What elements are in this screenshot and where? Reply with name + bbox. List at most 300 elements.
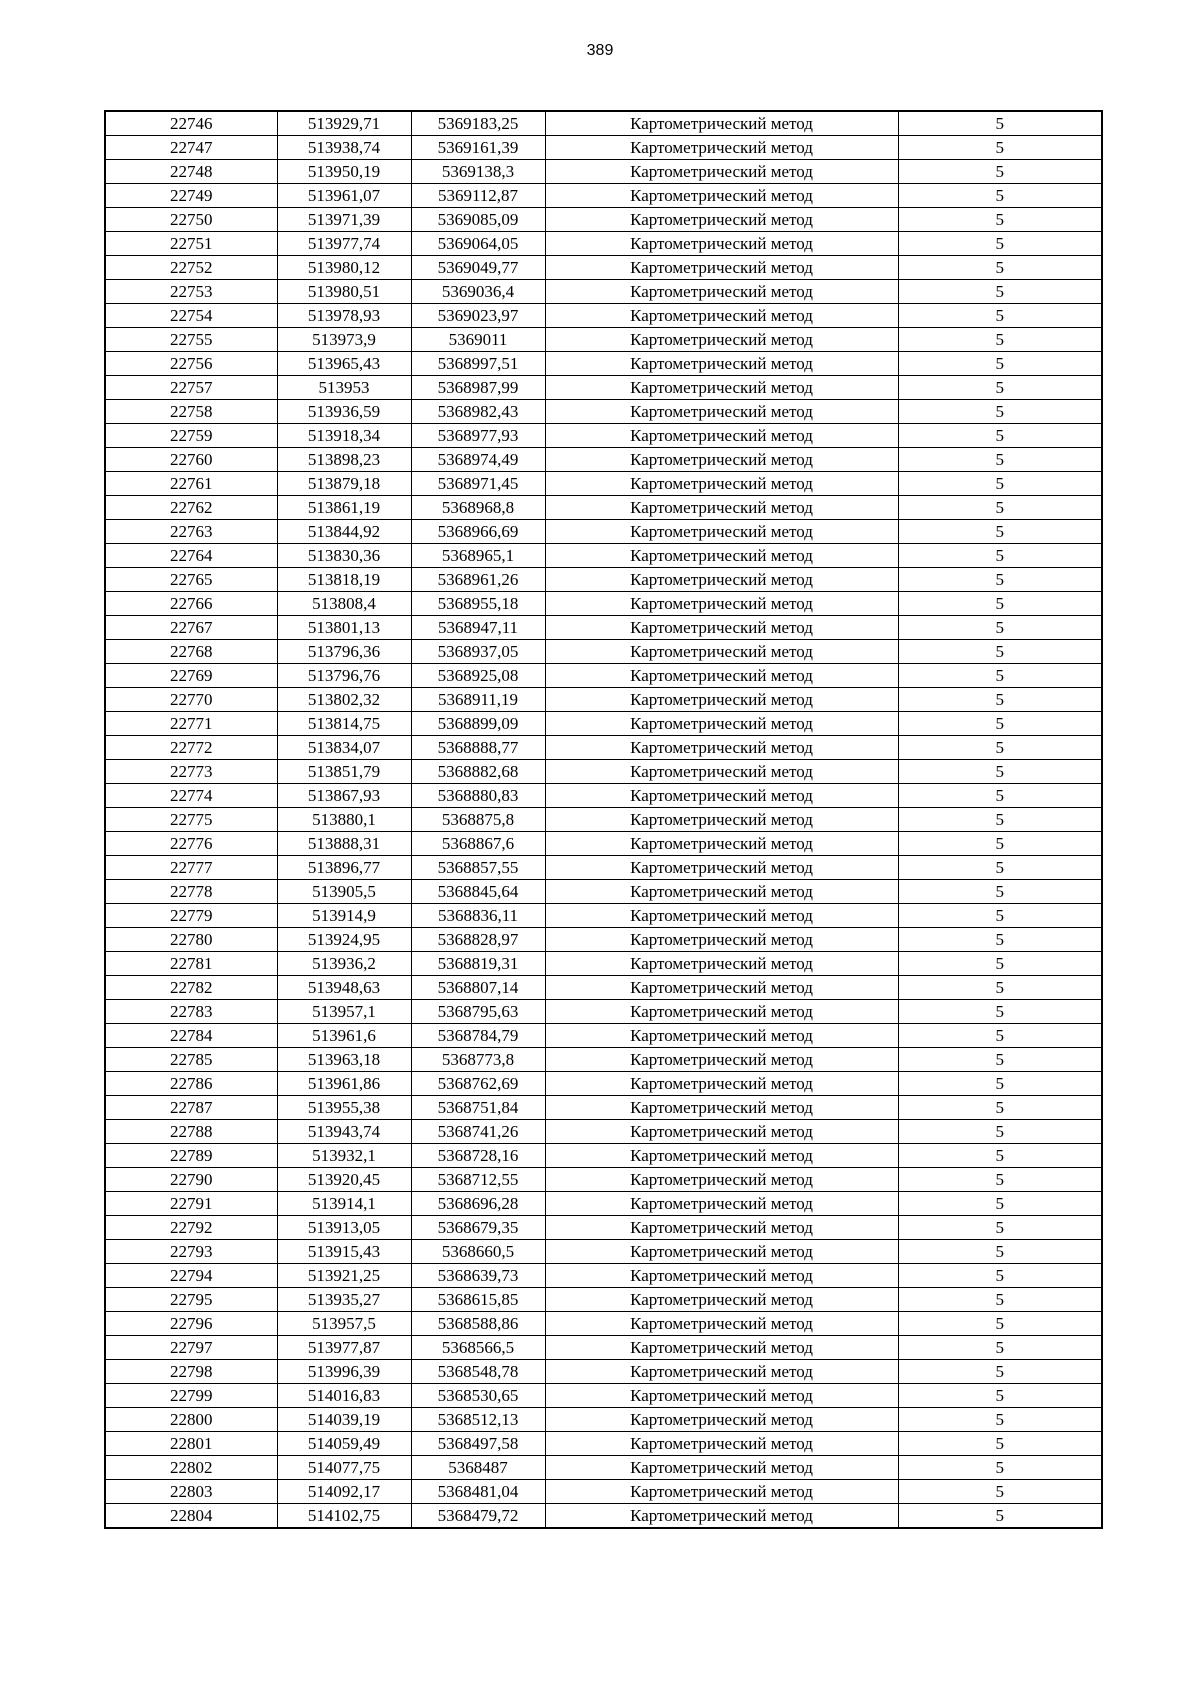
accuracy-cell: 5 — [898, 1504, 1102, 1529]
x-coordinate-cell: 513888,31 — [277, 832, 411, 856]
x-coordinate-cell: 513961,07 — [277, 184, 411, 208]
accuracy-cell: 5 — [898, 832, 1102, 856]
method-cell: Картометрический метод — [545, 736, 898, 760]
accuracy-cell: 5 — [898, 1168, 1102, 1192]
method-cell: Картометрический метод — [545, 1168, 898, 1192]
table-row — [105, 1024, 1102, 1048]
accuracy-cell: 5 — [898, 1216, 1102, 1240]
x-coordinate-cell: 514092,17 — [277, 1480, 411, 1504]
method-cell: Картометрический метод — [545, 1096, 898, 1120]
accuracy-cell: 5 — [898, 1072, 1102, 1096]
point-number-cell: 22778 — [105, 880, 277, 904]
method-cell: Картометрический метод — [545, 304, 898, 328]
point-number-cell: 22786 — [105, 1072, 277, 1096]
accuracy-cell: 5 — [898, 1000, 1102, 1024]
method-cell: Картометрический метод — [545, 904, 898, 928]
x-coordinate-cell: 513867,93 — [277, 784, 411, 808]
y-coordinate-cell: 5368987,99 — [411, 376, 545, 400]
accuracy-cell: 5 — [898, 1264, 1102, 1288]
method-cell: Картометрический метод — [545, 496, 898, 520]
accuracy-cell: 5 — [898, 1456, 1102, 1480]
y-coordinate-cell: 5368784,79 — [411, 1024, 545, 1048]
method-cell: Картометрический метод — [545, 856, 898, 880]
y-coordinate-cell: 5368548,78 — [411, 1360, 545, 1384]
method-cell: Картометрический метод — [545, 976, 898, 1000]
accuracy-cell: 5 — [898, 976, 1102, 1000]
accuracy-cell: 5 — [898, 616, 1102, 640]
table-row — [105, 280, 1102, 304]
accuracy-cell: 5 — [898, 1360, 1102, 1384]
point-number-cell: 22763 — [105, 520, 277, 544]
method-cell: Картометрический метод — [545, 1216, 898, 1240]
point-number-cell: 22751 — [105, 232, 277, 256]
method-cell: Картометрический метод — [545, 1384, 898, 1408]
method-cell: Картометрический метод — [545, 184, 898, 208]
method-cell: Картометрический метод — [545, 1408, 898, 1432]
x-coordinate-cell: 513920,45 — [277, 1168, 411, 1192]
point-number-cell: 22758 — [105, 400, 277, 424]
accuracy-cell: 5 — [898, 1408, 1102, 1432]
x-coordinate-cell: 513957,5 — [277, 1312, 411, 1336]
y-coordinate-cell: 5368795,63 — [411, 1000, 545, 1024]
point-number-cell: 22782 — [105, 976, 277, 1000]
method-cell: Картометрический метод — [545, 232, 898, 256]
y-coordinate-cell: 5368911,19 — [411, 688, 545, 712]
table-row — [105, 208, 1102, 232]
y-coordinate-cell: 5368845,64 — [411, 880, 545, 904]
y-coordinate-cell: 5368741,26 — [411, 1120, 545, 1144]
x-coordinate-cell: 513844,92 — [277, 520, 411, 544]
table-row — [105, 808, 1102, 832]
point-number-cell: 22785 — [105, 1048, 277, 1072]
method-cell: Картометрический метод — [545, 111, 898, 136]
x-coordinate-cell: 513973,9 — [277, 328, 411, 352]
y-coordinate-cell: 5368977,93 — [411, 424, 545, 448]
point-number-cell: 22800 — [105, 1408, 277, 1432]
x-coordinate-cell: 513905,5 — [277, 880, 411, 904]
point-number-cell: 22748 — [105, 160, 277, 184]
y-coordinate-cell: 5368497,58 — [411, 1432, 545, 1456]
point-number-cell: 22801 — [105, 1432, 277, 1456]
point-number-cell: 22762 — [105, 496, 277, 520]
method-cell: Картометрический метод — [545, 280, 898, 304]
y-coordinate-cell: 5368966,69 — [411, 520, 545, 544]
x-coordinate-cell: 514039,19 — [277, 1408, 411, 1432]
accuracy-cell: 5 — [898, 1048, 1102, 1072]
table-row — [105, 736, 1102, 760]
y-coordinate-cell: 5368925,08 — [411, 664, 545, 688]
coordinates-table — [104, 110, 1103, 1529]
point-number-cell: 22760 — [105, 448, 277, 472]
y-coordinate-cell: 5369049,77 — [411, 256, 545, 280]
x-coordinate-cell: 513980,12 — [277, 256, 411, 280]
point-number-cell: 22790 — [105, 1168, 277, 1192]
method-cell: Картометрический метод — [545, 1504, 898, 1529]
y-coordinate-cell: 5368679,35 — [411, 1216, 545, 1240]
x-coordinate-cell: 513932,1 — [277, 1144, 411, 1168]
x-coordinate-cell: 513915,43 — [277, 1240, 411, 1264]
method-cell: Картометрический метод — [545, 1120, 898, 1144]
point-number-cell: 22776 — [105, 832, 277, 856]
accuracy-cell: 5 — [898, 1240, 1102, 1264]
x-coordinate-cell: 513943,74 — [277, 1120, 411, 1144]
accuracy-cell: 5 — [898, 376, 1102, 400]
point-number-cell: 22749 — [105, 184, 277, 208]
x-coordinate-cell: 513950,19 — [277, 160, 411, 184]
table-row — [105, 232, 1102, 256]
x-coordinate-cell: 513980,51 — [277, 280, 411, 304]
method-cell: Картометрический метод — [545, 448, 898, 472]
accuracy-cell: 5 — [898, 712, 1102, 736]
accuracy-cell: 5 — [898, 1336, 1102, 1360]
x-coordinate-cell: 513796,36 — [277, 640, 411, 664]
method-cell: Картометрический метод — [545, 1360, 898, 1384]
x-coordinate-cell: 513921,25 — [277, 1264, 411, 1288]
accuracy-cell: 5 — [898, 1288, 1102, 1312]
x-coordinate-cell: 513818,19 — [277, 568, 411, 592]
table-row — [105, 568, 1102, 592]
point-number-cell: 22769 — [105, 664, 277, 688]
accuracy-cell: 5 — [898, 496, 1102, 520]
table-row — [105, 1432, 1102, 1456]
point-number-cell: 22798 — [105, 1360, 277, 1384]
method-cell: Картометрический метод — [545, 832, 898, 856]
x-coordinate-cell: 513971,39 — [277, 208, 411, 232]
table-row — [105, 400, 1102, 424]
y-coordinate-cell: 5368961,26 — [411, 568, 545, 592]
table-row — [105, 976, 1102, 1000]
point-number-cell: 22755 — [105, 328, 277, 352]
x-coordinate-cell: 513977,74 — [277, 232, 411, 256]
y-coordinate-cell: 5369161,39 — [411, 136, 545, 160]
point-number-cell: 22747 — [105, 136, 277, 160]
accuracy-cell: 5 — [898, 304, 1102, 328]
point-number-cell: 22746 — [105, 111, 277, 136]
y-coordinate-cell: 5368807,14 — [411, 976, 545, 1000]
method-cell: Картометрический метод — [545, 1024, 898, 1048]
method-cell: Картометрический метод — [545, 1312, 898, 1336]
method-cell: Картометрический метод — [545, 1192, 898, 1216]
y-coordinate-cell: 5368937,05 — [411, 640, 545, 664]
method-cell: Картометрический метод — [545, 208, 898, 232]
method-cell: Картометрический метод — [545, 784, 898, 808]
table-row — [105, 1048, 1102, 1072]
table-row — [105, 616, 1102, 640]
method-cell: Картометрический метод — [545, 1000, 898, 1024]
accuracy-cell: 5 — [898, 640, 1102, 664]
y-coordinate-cell: 5368639,73 — [411, 1264, 545, 1288]
table-row — [105, 1120, 1102, 1144]
table-row — [105, 1144, 1102, 1168]
y-coordinate-cell: 5368819,31 — [411, 952, 545, 976]
point-number-cell: 22752 — [105, 256, 277, 280]
table-row — [105, 1312, 1102, 1336]
y-coordinate-cell: 5368971,45 — [411, 472, 545, 496]
table-row — [105, 832, 1102, 856]
accuracy-cell: 5 — [898, 1120, 1102, 1144]
point-number-cell: 22759 — [105, 424, 277, 448]
accuracy-cell: 5 — [898, 232, 1102, 256]
x-coordinate-cell: 514016,83 — [277, 1384, 411, 1408]
method-cell: Картометрический метод — [545, 880, 898, 904]
point-number-cell: 22771 — [105, 712, 277, 736]
y-coordinate-cell: 5368888,77 — [411, 736, 545, 760]
point-number-cell: 22768 — [105, 640, 277, 664]
method-cell: Картометрический метод — [545, 760, 898, 784]
accuracy-cell: 5 — [898, 1432, 1102, 1456]
table-row — [105, 1168, 1102, 1192]
y-coordinate-cell: 5368997,51 — [411, 352, 545, 376]
point-number-cell: 22794 — [105, 1264, 277, 1288]
y-coordinate-cell: 5368615,85 — [411, 1288, 545, 1312]
x-coordinate-cell: 513936,59 — [277, 400, 411, 424]
point-number-cell: 22795 — [105, 1288, 277, 1312]
accuracy-cell: 5 — [898, 328, 1102, 352]
y-coordinate-cell: 5368728,16 — [411, 1144, 545, 1168]
accuracy-cell: 5 — [898, 592, 1102, 616]
table-row — [105, 592, 1102, 616]
x-coordinate-cell: 513880,1 — [277, 808, 411, 832]
table-row — [105, 1000, 1102, 1024]
table-row — [105, 1360, 1102, 1384]
table-row — [105, 1456, 1102, 1480]
method-cell: Картометрический метод — [545, 1456, 898, 1480]
table-row — [105, 304, 1102, 328]
method-cell: Картометрический метод — [545, 664, 898, 688]
x-coordinate-cell: 513861,19 — [277, 496, 411, 520]
x-coordinate-cell: 513929,71 — [277, 111, 411, 136]
y-coordinate-cell: 5368660,5 — [411, 1240, 545, 1264]
accuracy-cell: 5 — [898, 400, 1102, 424]
table-row — [105, 1216, 1102, 1240]
accuracy-cell: 5 — [898, 544, 1102, 568]
table-row — [105, 256, 1102, 280]
point-number-cell: 22757 — [105, 376, 277, 400]
coordinates-table-body — [105, 111, 1102, 1528]
point-number-cell: 22773 — [105, 760, 277, 784]
accuracy-cell: 5 — [898, 952, 1102, 976]
x-coordinate-cell: 513955,38 — [277, 1096, 411, 1120]
x-coordinate-cell: 513978,93 — [277, 304, 411, 328]
accuracy-cell: 5 — [898, 1480, 1102, 1504]
y-coordinate-cell: 5368588,86 — [411, 1312, 545, 1336]
table-row — [105, 1072, 1102, 1096]
point-number-cell: 22784 — [105, 1024, 277, 1048]
accuracy-cell: 5 — [898, 760, 1102, 784]
method-cell: Картометрический метод — [545, 520, 898, 544]
y-coordinate-cell: 5368880,83 — [411, 784, 545, 808]
x-coordinate-cell: 513963,18 — [277, 1048, 411, 1072]
table-row — [105, 328, 1102, 352]
y-coordinate-cell: 5368965,1 — [411, 544, 545, 568]
table-row — [105, 1504, 1102, 1529]
table-row — [105, 856, 1102, 880]
method-cell: Картометрический метод — [545, 616, 898, 640]
y-coordinate-cell: 5369036,4 — [411, 280, 545, 304]
table-row — [105, 664, 1102, 688]
accuracy-cell: 5 — [898, 808, 1102, 832]
point-number-cell: 22789 — [105, 1144, 277, 1168]
table-row — [105, 712, 1102, 736]
y-coordinate-cell: 5369085,09 — [411, 208, 545, 232]
accuracy-cell: 5 — [898, 784, 1102, 808]
point-number-cell: 22791 — [105, 1192, 277, 1216]
y-coordinate-cell: 5369011 — [411, 328, 545, 352]
x-coordinate-cell: 513961,86 — [277, 1072, 411, 1096]
table-row — [105, 904, 1102, 928]
table-row — [105, 184, 1102, 208]
y-coordinate-cell: 5368512,13 — [411, 1408, 545, 1432]
point-number-cell: 22777 — [105, 856, 277, 880]
y-coordinate-cell: 5368530,65 — [411, 1384, 545, 1408]
accuracy-cell: 5 — [898, 472, 1102, 496]
accuracy-cell: 5 — [898, 208, 1102, 232]
x-coordinate-cell: 513896,77 — [277, 856, 411, 880]
method-cell: Картометрический метод — [545, 1432, 898, 1456]
x-coordinate-cell: 513914,9 — [277, 904, 411, 928]
table-row — [105, 1240, 1102, 1264]
table-row — [105, 376, 1102, 400]
point-number-cell: 22770 — [105, 688, 277, 712]
accuracy-cell: 5 — [898, 1144, 1102, 1168]
accuracy-cell: 5 — [898, 520, 1102, 544]
y-coordinate-cell: 5368968,8 — [411, 496, 545, 520]
x-coordinate-cell: 513913,05 — [277, 1216, 411, 1240]
point-number-cell: 22781 — [105, 952, 277, 976]
y-coordinate-cell: 5368773,8 — [411, 1048, 545, 1072]
point-number-cell: 22780 — [105, 928, 277, 952]
y-coordinate-cell: 5368487 — [411, 1456, 545, 1480]
table-row — [105, 1264, 1102, 1288]
table-row — [105, 1096, 1102, 1120]
x-coordinate-cell: 513957,1 — [277, 1000, 411, 1024]
x-coordinate-cell: 513814,75 — [277, 712, 411, 736]
method-cell: Картометрический метод — [545, 1144, 898, 1168]
x-coordinate-cell: 513936,2 — [277, 952, 411, 976]
page-number: 389 — [586, 42, 614, 59]
table-row — [105, 784, 1102, 808]
method-cell: Картометрический метод — [545, 1072, 898, 1096]
table-row — [105, 1192, 1102, 1216]
table-row — [105, 448, 1102, 472]
method-cell: Картометрический метод — [545, 1336, 898, 1360]
method-cell: Картометрический метод — [545, 544, 898, 568]
y-coordinate-cell: 5368712,55 — [411, 1168, 545, 1192]
method-cell: Картометрический метод — [545, 1480, 898, 1504]
point-number-cell: 22804 — [105, 1504, 277, 1529]
method-cell: Картометрический метод — [545, 568, 898, 592]
x-coordinate-cell: 513965,43 — [277, 352, 411, 376]
y-coordinate-cell: 5368867,6 — [411, 832, 545, 856]
table-row — [105, 880, 1102, 904]
x-coordinate-cell: 513996,39 — [277, 1360, 411, 1384]
accuracy-cell: 5 — [898, 880, 1102, 904]
accuracy-cell: 5 — [898, 568, 1102, 592]
y-coordinate-cell: 5369138,3 — [411, 160, 545, 184]
y-coordinate-cell: 5369064,05 — [411, 232, 545, 256]
x-coordinate-cell: 513918,34 — [277, 424, 411, 448]
table-row — [105, 1336, 1102, 1360]
y-coordinate-cell: 5368836,11 — [411, 904, 545, 928]
table-row — [105, 160, 1102, 184]
method-cell: Картометрический метод — [545, 1288, 898, 1312]
x-coordinate-cell: 513953 — [277, 376, 411, 400]
x-coordinate-cell: 513879,18 — [277, 472, 411, 496]
x-coordinate-cell: 514059,49 — [277, 1432, 411, 1456]
x-coordinate-cell: 513801,13 — [277, 616, 411, 640]
x-coordinate-cell: 513898,23 — [277, 448, 411, 472]
x-coordinate-cell: 513924,95 — [277, 928, 411, 952]
x-coordinate-cell: 513938,74 — [277, 136, 411, 160]
table-row — [105, 520, 1102, 544]
method-cell: Картометрический метод — [545, 400, 898, 424]
table-row — [105, 496, 1102, 520]
y-coordinate-cell: 5368875,8 — [411, 808, 545, 832]
method-cell: Картометрический метод — [545, 1048, 898, 1072]
point-number-cell: 22765 — [105, 568, 277, 592]
method-cell: Картометрический метод — [545, 808, 898, 832]
accuracy-cell: 5 — [898, 280, 1102, 304]
point-number-cell: 22802 — [105, 1456, 277, 1480]
table-row — [105, 472, 1102, 496]
method-cell: Картометрический метод — [545, 592, 898, 616]
y-coordinate-cell: 5368899,09 — [411, 712, 545, 736]
point-number-cell: 22764 — [105, 544, 277, 568]
point-number-cell: 22761 — [105, 472, 277, 496]
x-coordinate-cell: 513834,07 — [277, 736, 411, 760]
accuracy-cell: 5 — [898, 111, 1102, 136]
accuracy-cell: 5 — [898, 1384, 1102, 1408]
x-coordinate-cell: 514102,75 — [277, 1504, 411, 1529]
method-cell: Картометрический метод — [545, 712, 898, 736]
point-number-cell: 22783 — [105, 1000, 277, 1024]
accuracy-cell: 5 — [898, 904, 1102, 928]
table-row — [105, 111, 1102, 136]
method-cell: Картометрический метод — [545, 376, 898, 400]
x-coordinate-cell: 513948,63 — [277, 976, 411, 1000]
x-coordinate-cell: 513961,6 — [277, 1024, 411, 1048]
method-cell: Картометрический метод — [545, 256, 898, 280]
x-coordinate-cell: 514077,75 — [277, 1456, 411, 1480]
x-coordinate-cell: 513851,79 — [277, 760, 411, 784]
accuracy-cell: 5 — [898, 736, 1102, 760]
x-coordinate-cell: 513808,4 — [277, 592, 411, 616]
point-number-cell: 22756 — [105, 352, 277, 376]
y-coordinate-cell: 5368751,84 — [411, 1096, 545, 1120]
y-coordinate-cell: 5368955,18 — [411, 592, 545, 616]
method-cell: Картометрический метод — [545, 1264, 898, 1288]
y-coordinate-cell: 5369023,97 — [411, 304, 545, 328]
table-row — [105, 136, 1102, 160]
method-cell: Картометрический метод — [545, 328, 898, 352]
method-cell: Картометрический метод — [545, 160, 898, 184]
accuracy-cell: 5 — [898, 856, 1102, 880]
table-row — [105, 1288, 1102, 1312]
method-cell: Картометрический метод — [545, 136, 898, 160]
y-coordinate-cell: 5368857,55 — [411, 856, 545, 880]
point-number-cell: 22787 — [105, 1096, 277, 1120]
x-coordinate-cell: 513796,76 — [277, 664, 411, 688]
point-number-cell: 22796 — [105, 1312, 277, 1336]
y-coordinate-cell: 5369112,87 — [411, 184, 545, 208]
accuracy-cell: 5 — [898, 136, 1102, 160]
accuracy-cell: 5 — [898, 1096, 1102, 1120]
table-row — [105, 1480, 1102, 1504]
table-row — [105, 760, 1102, 784]
point-number-cell: 22753 — [105, 280, 277, 304]
point-number-cell: 22803 — [105, 1480, 277, 1504]
y-coordinate-cell: 5368696,28 — [411, 1192, 545, 1216]
